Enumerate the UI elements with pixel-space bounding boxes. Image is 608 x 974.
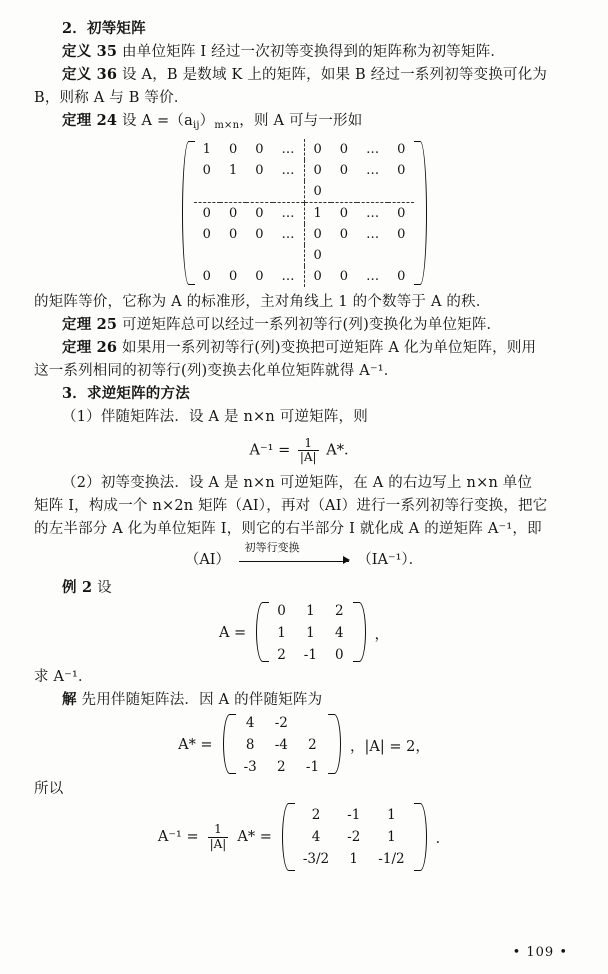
cell: 0 (397, 269, 406, 285)
cell: 0 (255, 163, 264, 179)
matrix-Ainv-equation (34, 801, 574, 873)
example-2 (34, 577, 574, 599)
fraction (298, 437, 319, 464)
fraction-numerator: 1 (304, 435, 313, 450)
cell: -1/2 (378, 851, 405, 868)
matrix-Astar-table (235, 712, 328, 778)
therefore-line: 所以 (34, 781, 64, 798)
standard-form-matrix (34, 139, 574, 287)
cell (273, 181, 305, 203)
cell: 0 (202, 163, 211, 179)
cell: 0 (202, 269, 211, 285)
cell: 1 (387, 807, 396, 824)
cell (220, 245, 246, 266)
cell: 1 (306, 625, 315, 641)
cell: 0 (228, 206, 238, 222)
table-row (235, 734, 328, 756)
cell: 0 (304, 160, 331, 181)
definition-35 (34, 41, 574, 63)
cell: … (366, 269, 380, 285)
cell: 2 (334, 603, 344, 619)
cell: 2 (277, 647, 286, 663)
cell (246, 181, 272, 203)
cell: … (366, 206, 380, 222)
cell: 0 (339, 142, 349, 158)
cell: … (281, 269, 295, 285)
theorem-24-tail: ，则 A 可与一形如 (239, 113, 363, 130)
cell: … (366, 142, 380, 158)
table-row (268, 644, 352, 666)
cell: … (281, 227, 295, 243)
cell: 4 (334, 625, 344, 641)
cell: 0 (304, 181, 331, 203)
elem-left: （AI） (184, 551, 231, 568)
cell: 0 (397, 163, 406, 179)
method-2-title: （2）初等变换法．设 A 是 n×n 可逆矩阵，在 A 的右边写上 n×n 单位 (62, 474, 533, 491)
cell: 0 (228, 142, 238, 158)
theorem-26 (34, 337, 574, 359)
solution-line (34, 689, 574, 711)
cell: 1 (202, 142, 211, 158)
cell (357, 181, 388, 203)
cell: -1 (303, 647, 317, 663)
theorem-25-text: 可逆矩阵总可以经过一系列初等行(列)变换化为单位矩阵． (122, 317, 502, 334)
cell: 4 (311, 829, 321, 846)
cell: … (366, 163, 380, 179)
cell: 0 (339, 227, 349, 243)
fraction-denominator: |A| (209, 836, 227, 851)
fraction-numerator: 1 (214, 822, 222, 837)
theorem-24 (34, 110, 574, 133)
definition-36-text: 设 A，B 是数域 K 上的矩阵，如果 B 经过一系列初等变换可化为 (122, 67, 548, 84)
method-2-line3: 的左半部分 A 化为单位矩阵 I，则它的右半部分 I 就化成 A 的逆矩阵 A⁻¹，即 (34, 520, 542, 537)
table-row (268, 622, 352, 644)
cell: -1 (347, 807, 361, 824)
cell (357, 245, 388, 266)
cell: 0 (304, 266, 331, 287)
cell: -2 (347, 829, 361, 846)
theorem-26-text: 如果用一系列初等行(列)变换把可逆矩阵 A 化为单位矩阵，则用 (122, 340, 537, 357)
cell (220, 181, 246, 203)
matrix-Ainv-mid: A* = (237, 829, 272, 846)
formula-left: A⁻¹ = (249, 442, 291, 459)
left-paren (178, 139, 194, 287)
cell (388, 181, 414, 203)
cell: 1 (349, 851, 359, 868)
cell: 0 (334, 647, 344, 663)
fraction-denominator: |A| (299, 449, 317, 464)
cell (331, 245, 357, 266)
theorem-24-sub: ij (192, 120, 200, 132)
section-3-heading: 3．求逆矩阵的方法 (62, 385, 190, 403)
determinant-text: ，|A| = 2， (350, 738, 430, 755)
theorem-24-text: 设 A =（a (122, 113, 193, 130)
table-row (235, 712, 328, 734)
cell (194, 245, 220, 266)
fraction (208, 823, 229, 850)
cell: -3 (243, 759, 257, 776)
after-matrix-text: 的矩阵等价，它称为 A 的标准形，主对角线上 1 的个数等于 A 的秩． (34, 294, 491, 311)
cell: 0 (339, 269, 349, 285)
example-2-label: 例 2 (62, 578, 93, 596)
cell: 0 (255, 206, 264, 222)
cell: 0 (339, 163, 349, 179)
table-row (194, 181, 415, 203)
cell: 0 (202, 227, 211, 243)
left-paren (278, 801, 294, 873)
cell: 0 (397, 206, 406, 222)
right-paren (414, 139, 430, 287)
cell: -2 (274, 715, 288, 732)
section-heading: 2．初等矩阵 (62, 20, 146, 37)
cell: -4 (274, 737, 288, 754)
cell: 2 (277, 759, 286, 776)
method-1-title: （1）伴随矩阵法．设 A 是 n×n 可逆矩阵，则 (62, 409, 368, 426)
final-tail: ． (435, 830, 451, 847)
formula-right: A*． (326, 442, 359, 459)
definition-36-label: 定义 36 (62, 66, 118, 84)
right-paren (414, 801, 430, 873)
cell: 1 (228, 163, 238, 179)
matrix-Ainv-label: A⁻¹ = (157, 829, 199, 846)
cell (331, 181, 357, 203)
table-row (294, 848, 414, 870)
cell: 0 (228, 227, 238, 243)
cell: 0 (397, 227, 406, 243)
table-row (194, 224, 415, 245)
table-row (294, 826, 414, 848)
cell (388, 245, 414, 266)
matrix-Ainv-table (294, 804, 414, 870)
example-2-text: 设 (97, 579, 112, 596)
cell: 2 (311, 807, 321, 824)
elem-right: （IA⁻¹）． (357, 551, 424, 568)
cell: 0 (255, 269, 264, 285)
solution-text: 先用伴随矩阵法．因 A 的伴随矩阵为 (81, 692, 323, 709)
cell: … (281, 206, 295, 222)
cell: 0 (255, 227, 264, 243)
theorem-26-label: 定理 26 (62, 339, 118, 357)
cell: 0 (304, 139, 331, 160)
left-paren (252, 600, 268, 664)
cell: 1 (387, 829, 396, 846)
cell (194, 181, 220, 203)
ask-line: 求 A⁻¹． (34, 669, 93, 685)
definition-35-text: 由单位矩阵 I 经过一次初等变换得到的矩阵称为初等矩阵． (122, 44, 506, 61)
matrix-A-tail: ， (374, 626, 390, 643)
table-row (194, 139, 415, 160)
left-paren (219, 712, 235, 776)
cell: 4 (245, 715, 255, 732)
table-row (235, 756, 328, 778)
cell: 0 (304, 245, 331, 266)
cell: … (281, 142, 295, 158)
cell: 0 (339, 206, 349, 222)
cell: 0 (304, 224, 331, 245)
table-row (194, 266, 415, 287)
cell: … (281, 163, 295, 179)
cell: 0 (228, 269, 238, 285)
definition-35-label: 定义 35 (62, 43, 118, 61)
table-row (194, 203, 415, 225)
method-2-line2: 矩阵 I，构成一个 n×2n 矩阵（AI），再对（AI）进行一系列初等行变换，把它 (34, 497, 548, 514)
matrix-A-equation (34, 600, 574, 666)
cell: 0 (397, 142, 406, 158)
cell: 2 (308, 737, 317, 754)
theorem-25 (34, 314, 574, 336)
page-number: • 109 • (512, 945, 568, 960)
arrow-label: 初等行变换 (244, 540, 300, 554)
cell: -1 (305, 759, 320, 776)
matrix-A-label: A = (218, 625, 247, 641)
theorem-24-dim: m×n (214, 120, 240, 132)
cell: 0 (202, 206, 211, 222)
matrix-Astar-label: A* = (178, 737, 213, 754)
cell (297, 712, 328, 734)
cell: … (366, 227, 380, 243)
theorem-26-cont: 这一系列相同的初等行(列)变换去化单位矩阵就得 A⁻¹． (34, 363, 399, 380)
cell: -3/2 (302, 851, 330, 868)
cell: 1 (306, 603, 315, 619)
table-row (294, 804, 414, 826)
adjugate-formula (34, 437, 574, 464)
standard-form-table (194, 139, 415, 287)
matrix-Astar-equation (34, 712, 574, 778)
theorem-25-label: 定理 25 (62, 316, 118, 334)
right-paren (353, 600, 369, 664)
elementary-transform-formula (34, 540, 574, 569)
cell: 8 (245, 737, 255, 754)
cell: 0 (255, 142, 264, 158)
cell: 0 (277, 603, 286, 619)
solution-label: 解 (62, 691, 77, 709)
theorem-24-label: 定理 24 (62, 112, 118, 130)
cell (273, 245, 305, 266)
cell: 1 (304, 203, 331, 225)
table-row (194, 160, 415, 181)
matrix-A-table (268, 600, 352, 666)
cell: 1 (277, 625, 286, 641)
right-arrow-icon (239, 540, 349, 567)
right-paren (328, 712, 344, 776)
definition-36-cont: B，则称 A 与 B 等价． (34, 90, 189, 107)
table-row (194, 245, 415, 266)
definition-36 (34, 64, 574, 86)
table-row (268, 600, 352, 622)
cell (246, 245, 272, 266)
theorem-24-paren: ） (199, 113, 215, 130)
